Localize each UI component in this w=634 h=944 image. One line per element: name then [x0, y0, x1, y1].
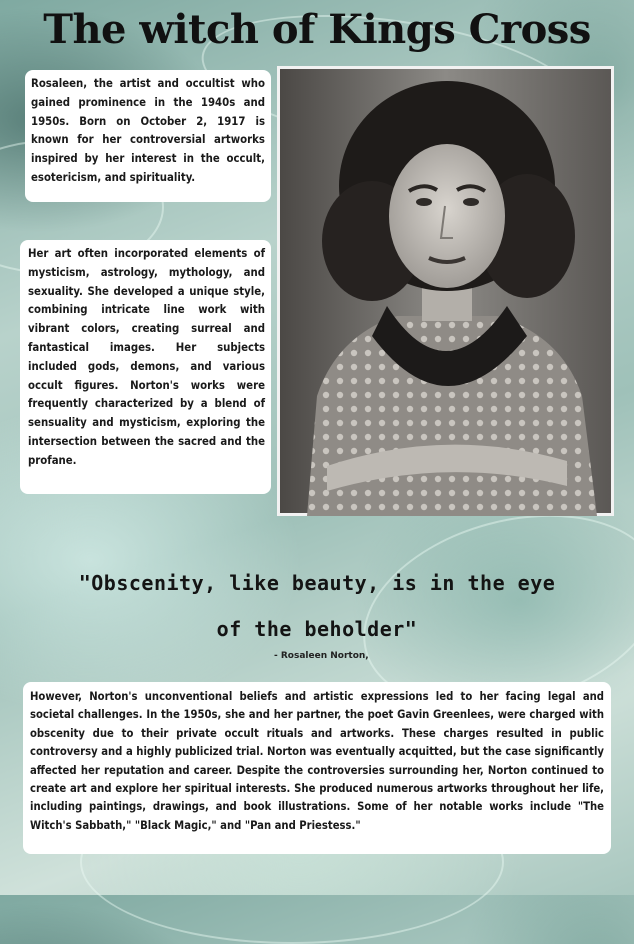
controversy-text-box: However, Norton's unconventional beliefs and artistic expressions led to her facing legal and societal challenges. In the 1950s, she and her partner, the poet Gavin Greenlees, were charged with obscenity due to their private occult rituals and artworks. These charges resulted in public controversy and a highly publicized trial. Norton was eventually acquitted, but the case significantly affected her reputation and career. Despite the controversies surrounding her, Norton continued to create art and explore her spiritual interests. She produced numerous artworks throughout her life, including paintings, drawings, and book illustrations. Some of her notable works include "The Witch's Sabbath," "Black Magic," and "Pan and Priestess.": [23, 682, 611, 854]
portrait-photo: [277, 66, 614, 516]
quote-attribution: - Rosaleen Norton,: [274, 651, 369, 661]
featured-quote: "Obscenity, like beauty, is in the eye of the beholder": [78, 571, 556, 641]
art-description-box: Her art often incorporated elements of mysticism, astrology, mythology, and sexuality. She developed a unique style, combining intricate line work with vibrant colors, creating surreal and fantastical images. Her subjects included gods, demons, and various occult figures. Norton's works were frequently characterized by a blend of sensuality and mysticism, exploring the intersection between the sacred and the profane.: [20, 240, 271, 494]
portrait-image: [277, 66, 614, 516]
intro-text-box: Rosaleen, the artist and occultist who gained prominence in the 1940s and 1950s. Born on October 2, 1917 is known for her controversial artworks inspired by her interest in the occult, esotericism, and spirituality.: [25, 70, 271, 202]
page-title: The witch of Kings Cross: [43, 6, 591, 53]
